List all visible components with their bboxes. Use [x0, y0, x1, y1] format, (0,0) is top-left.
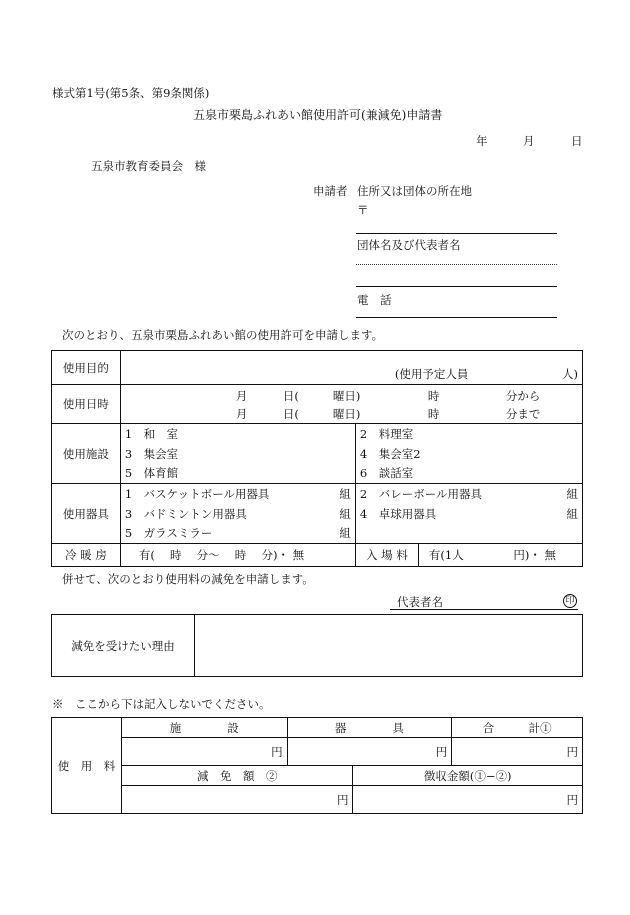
facility-option-2[interactable]: 2 料理室: [355, 424, 582, 444]
fees-equipment-value[interactable]: 円: [287, 738, 452, 766]
facility-option-3[interactable]: 3 集会室: [120, 444, 355, 464]
purpose-label: 使用目的: [52, 351, 121, 385]
addressee: 五泉市教育委員会 様: [91, 159, 206, 173]
aircon-field[interactable]: 有( 時 分～ 時 分)・ 無: [120, 544, 355, 567]
facility-option-5[interactable]: 5 体育館: [120, 464, 355, 484]
equipment-option-1[interactable]: 1 バスケットボール用器具 組: [120, 484, 355, 504]
to-month: 月: [235, 407, 248, 421]
from-weekday: 曜日): [332, 389, 361, 403]
fees-facility-value[interactable]: 円: [121, 738, 287, 766]
datetime-field[interactable]: [120, 385, 582, 424]
fees-label: 使 用 料: [52, 718, 122, 814]
applicant-label: 申請者: [313, 184, 348, 198]
from-hour: 時: [427, 389, 440, 403]
facility-option-6[interactable]: 6 談話室: [355, 464, 582, 484]
reduction-reason-field[interactable]: [195, 615, 583, 677]
from-month: 月: [235, 389, 248, 403]
group-underline: [356, 286, 557, 287]
equipment-label: 使用器具: [52, 484, 121, 544]
seal-mark: 印: [563, 594, 577, 608]
fees-total-header: 合 計①: [452, 718, 583, 738]
to-weekday: 曜日): [332, 407, 361, 421]
address-input-line[interactable]: [356, 233, 557, 234]
planned-people-label: (使用予定人員: [394, 367, 469, 381]
date-month[interactable]: 月: [523, 134, 535, 148]
phone-input-line[interactable]: [356, 317, 557, 318]
collected-amount-value[interactable]: 円: [353, 786, 583, 814]
admission-field[interactable]: [355, 544, 582, 567]
date-day[interactable]: 日: [571, 134, 583, 148]
facility-option-4[interactable]: 4 集会室2: [355, 444, 582, 464]
from-minute: 分から: [505, 389, 541, 403]
phone-label: 電 話: [357, 293, 392, 307]
to-minute: 分まで: [505, 407, 541, 421]
fees-equipment-header: 器 具: [287, 718, 452, 738]
equipment-option-2[interactable]: 2 バレーボール用器具 組: [355, 484, 582, 504]
equipment-option-4[interactable]: 4 卓球用器具 組: [355, 504, 582, 524]
date-year[interactable]: 年: [476, 134, 488, 148]
fees-table: [51, 717, 583, 814]
to-day: 日(: [282, 407, 299, 421]
reduction-text: 併せて、次のとおり使用料の減免を申請します。: [62, 572, 314, 586]
facility-option-1[interactable]: 1 和 室: [120, 424, 355, 444]
office-note: ※ ここから下は記入しないでください。: [52, 697, 271, 711]
equipment-option-3[interactable]: 3 バドミントン用器具 組: [120, 504, 355, 524]
fees-facility-header: 施 設: [121, 718, 287, 738]
datetime-label: 使用日時: [52, 385, 121, 424]
reduction-reason-label: 減免を受けたい理由: [52, 615, 195, 677]
people-unit: 人): [562, 367, 578, 381]
from-day: 日(: [282, 389, 299, 403]
group-input-line[interactable]: [356, 264, 557, 265]
to-hour: 時: [427, 407, 440, 421]
equipment-option-5[interactable]: 5 ガラスミラー 組: [120, 524, 355, 544]
postal-mark: 〒: [357, 203, 369, 217]
admission-label: 入 場 料: [356, 544, 419, 566]
equipment-empty: [355, 524, 582, 544]
admission-value: 有(1人 円)・ 無: [428, 548, 557, 562]
representative-line[interactable]: [390, 609, 578, 610]
reduction-reason-table: [51, 614, 583, 677]
aircon-label: 冷 暖 房: [52, 544, 121, 567]
usage-table: [51, 350, 583, 567]
group-label: 団体名及び代表者名: [357, 238, 461, 252]
reduction-amount-value[interactable]: 円: [121, 786, 352, 814]
facility-label: 使用施設: [52, 424, 121, 484]
form-title: 五泉市栗島ふれあい館使用許可(兼減免)申請書: [193, 108, 443, 122]
form-code: 様式第1号(第5条、第9条関係): [52, 86, 210, 100]
representative-label: 代表者名: [397, 595, 443, 609]
fees-total-value[interactable]: 円: [452, 738, 583, 766]
reduction-amount-header: 減 免 額 ②: [121, 766, 352, 786]
purpose-field[interactable]: [120, 351, 582, 385]
intro-text: 次のとおり、五泉市栗島ふれあい館の使用許可を申請します。: [62, 328, 384, 342]
collected-amount-header: 徴収金額(①−②): [353, 766, 583, 786]
address-label: 住所又は団体の所在地: [357, 184, 472, 198]
